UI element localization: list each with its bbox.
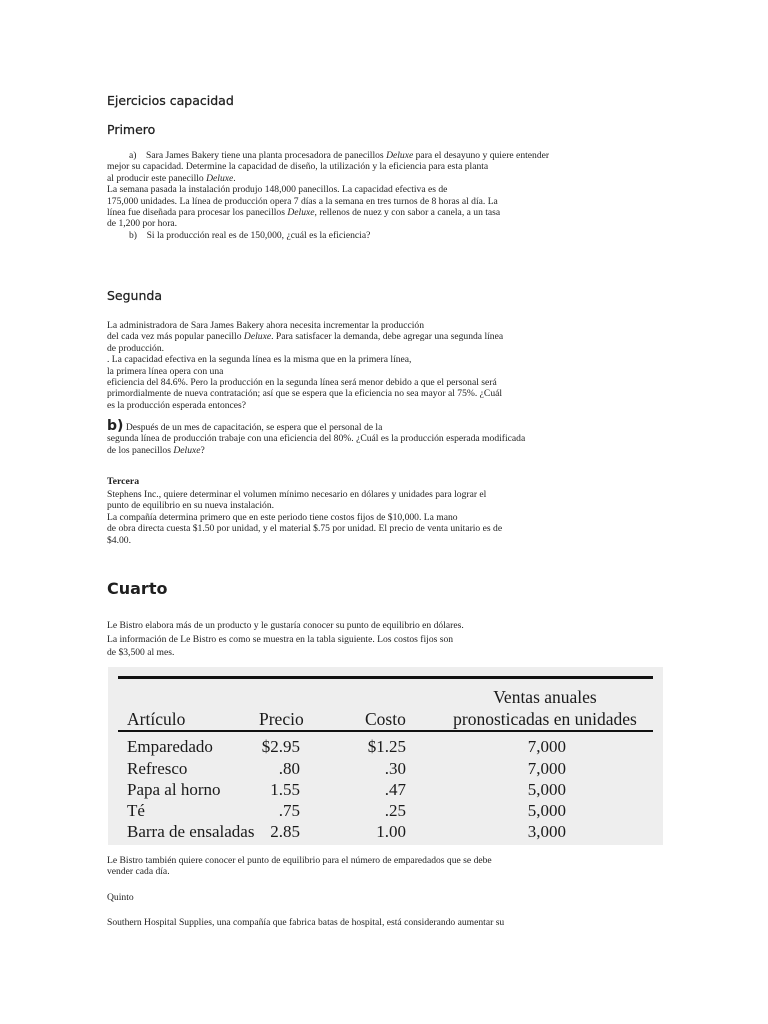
cell-costo: 1.00 [376, 822, 406, 841]
text-line: mejor su capacidad. Determine la capacidad de diseño, la utilización y la eficiencia para esta planta [107, 161, 489, 173]
cell-precio: 2.85 [270, 822, 300, 841]
cell-ventas: 5,000 [527, 780, 566, 799]
text-line: Le Bistro también quiere conocer el punto de equilibrio para el número de emparedados que se debe [107, 855, 492, 866]
table-top-rule [118, 676, 653, 679]
text-line: Stephens Inc., quiere determinar el volumen mínimo necesario en dólares y unidades para lograr el [107, 489, 487, 500]
text-line: al producir este panecillo Deluxe. [107, 172, 236, 184]
text-line: La semana pasada la instalación produjo 148,000 panecillos. La capacidad efectiva es de [107, 184, 448, 196]
col-header-articulo: Artículo [127, 709, 186, 729]
cell-costo: .25 [384, 801, 406, 820]
table-header-rule [118, 730, 653, 732]
section-heading-primero: Primero [107, 122, 156, 137]
cell-articulo: Emparedado [127, 737, 213, 756]
text-line: La compañía determina primero que en este periodo tiene costos fijos de $10,000. La mano [107, 511, 458, 523]
text-line: eficiencia del 84.6%. Pero la producción en la segunda línea será menor debido a que el personal será [107, 377, 497, 389]
text-line: de obra directa cuesta $1.50 por unidad, y el material $.75 por unidad. El precio de venta unitario es de [107, 523, 503, 535]
text-line: $4.00. [107, 534, 131, 546]
col-header-precio: Precio [259, 709, 304, 729]
section-heading-segunda: Segunda [107, 288, 162, 303]
text-line: vender cada día. [107, 866, 170, 878]
text-line: La información de Le Bistro es como se muestra en la tabla siguiente. Los costos fijos son [107, 633, 454, 645]
text-line: de producción. [107, 342, 165, 354]
segunda-b-text [107, 418, 526, 456]
text-line: punto de equilibrio en su nueva instalación. [107, 500, 275, 512]
text-line: primordialmente de nueva contratación; así que se espera que la eficiencia no sea mayor al 75%. ¿Cuál [107, 388, 503, 400]
text-line: La administradora de Sara James Bakery ahora necesita incrementar la producción [107, 320, 424, 331]
text-line: línea fue diseñada para procesar los panecillos Deluxe, rellenos de nuez y con sabor a canela, a un tasa [107, 207, 501, 219]
section-heading-quinto: Quinto [107, 892, 134, 903]
cell-precio: $2.95 [261, 737, 300, 756]
text-line: del cada vez más popular panecillo Deluxe. Para satisfacer la demanda, debe agregar una segunda línea [107, 331, 504, 343]
text-line: Después de un mes de capacitación, se espera que el personal de la [125, 422, 383, 433]
b-marker: b) [107, 418, 124, 434]
cell-articulo: Refresco [127, 759, 188, 778]
text-line: Southern Hospital Supplies, una compañía que fabrica batas de hospital, está considerando aumentar su [107, 917, 505, 928]
text-line: . La capacidad efectiva en la segunda línea es la misma que en la primera línea, [107, 354, 412, 366]
text-line: de 1,200 por hora. [107, 218, 178, 230]
cell-ventas: 3,000 [527, 822, 566, 841]
cell-costo: .30 [384, 759, 406, 778]
text-line: b) Si la producción real es de 150,000, ¿cuál es la eficiencia? [129, 229, 371, 241]
cell-precio: 1.55 [270, 780, 300, 799]
col-header-ventas-line2: pronosticadas en unidades [453, 709, 637, 729]
text-line: 175,000 unidades. La línea de producción opera 7 días a la semana en tres turnos de 8 horas al día. La [107, 195, 498, 207]
quinto-text [107, 917, 504, 928]
text-line: la primera línea opera con una [107, 365, 224, 377]
col-header-costo: Costo [365, 709, 406, 729]
cell-precio: .80 [278, 759, 300, 778]
cell-ventas: 5,000 [527, 801, 566, 820]
section-heading-tercera: Tercera [107, 476, 140, 487]
cell-articulo: Té [127, 801, 145, 820]
text-line: de $3,500 al mes. [107, 647, 175, 658]
col-header-ventas-line1: Ventas anuales [493, 687, 597, 707]
text-line: Le Bistro elabora más de un producto y le gustaría conocer su punto de equilibrio en dólares. [107, 620, 464, 631]
cell-ventas: 7,000 [527, 759, 566, 778]
cell-costo: .47 [384, 780, 406, 799]
text-line: es la producción esperada entonces? [107, 399, 247, 411]
cell-articulo: Papa al horno [127, 780, 221, 799]
section-heading-cuarto: Cuarto [107, 579, 168, 598]
cell-precio: .75 [278, 801, 300, 820]
cell-articulo: Barra de ensaladas [127, 822, 255, 841]
text-line: segunda línea de producción trabaje con una eficiencia del 80%. ¿Cuál es la producción esperada modificada [107, 433, 526, 445]
segunda-text [107, 320, 503, 411]
le-bistro-table [108, 667, 663, 845]
text-line: a) Sara James Bakery tiene una planta procesadora de panecillos Deluxe para el desayuno y quiere entender [129, 150, 550, 161]
primero-text [107, 150, 549, 241]
cell-ventas: 7,000 [527, 737, 566, 756]
cuarto-text [107, 619, 464, 660]
text-line: de los panecillos Deluxe? [107, 444, 205, 456]
cell-costo: $1.25 [367, 737, 406, 756]
document-title: Ejercicios capacidad [107, 93, 234, 108]
cuarto-after-text [107, 855, 492, 878]
tercera-text [107, 489, 502, 546]
